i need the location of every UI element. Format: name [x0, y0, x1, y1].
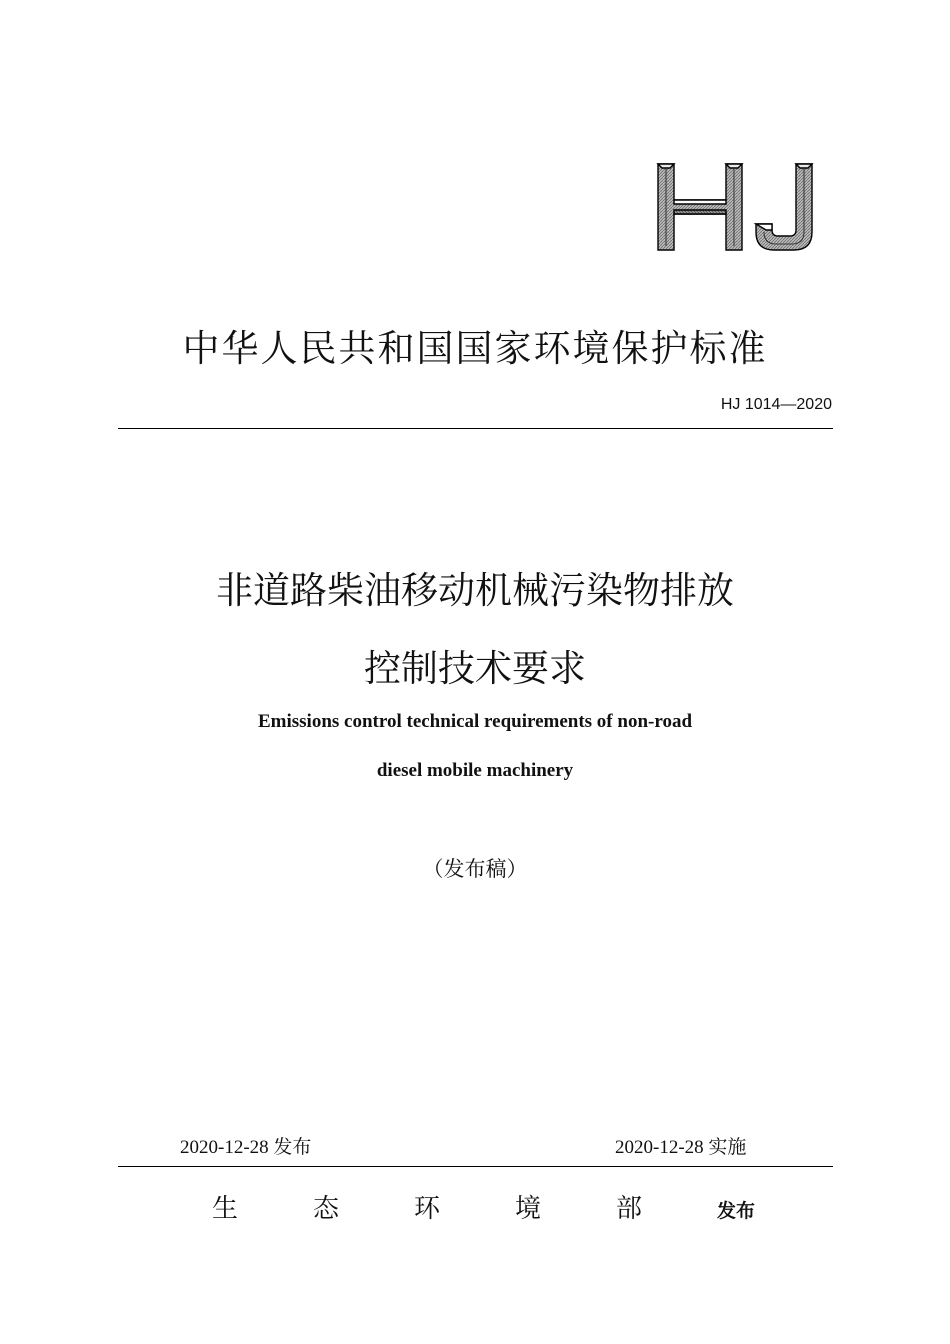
- effective-date: 2020-12-28 实施: [615, 1137, 747, 1158]
- header-divider: [118, 428, 833, 429]
- publisher-suffix: 发布: [717, 1200, 756, 1222]
- publisher-char: 环: [414, 1194, 441, 1224]
- publisher-char: 生: [212, 1194, 239, 1224]
- title-cn-line1: 非道路柴油移动机械污染物排放: [216, 569, 734, 612]
- publisher: [212, 1188, 755, 1225]
- title-en-line1: Emissions control technical requirements of non-road: [257, 711, 693, 732]
- publisher-char: 态: [313, 1194, 340, 1224]
- title-cn-line2: 控制技术要求: [364, 647, 586, 690]
- issue-date: 2020-12-28 发布: [180, 1137, 312, 1158]
- publisher-char: 境: [515, 1194, 542, 1224]
- hj-emblem-icon: [648, 156, 828, 256]
- standard-category-title: 中华人民共和国国家环境保护标准: [182, 327, 768, 370]
- title-en-line2: diesel mobile machinery: [376, 760, 574, 781]
- publisher-char: 部: [616, 1194, 643, 1224]
- standard-code: HJ 1014—2020: [720, 396, 832, 413]
- footer-divider: [118, 1166, 833, 1167]
- hj-logo: [648, 156, 828, 256]
- draft-note: （发布稿）: [422, 857, 528, 881]
